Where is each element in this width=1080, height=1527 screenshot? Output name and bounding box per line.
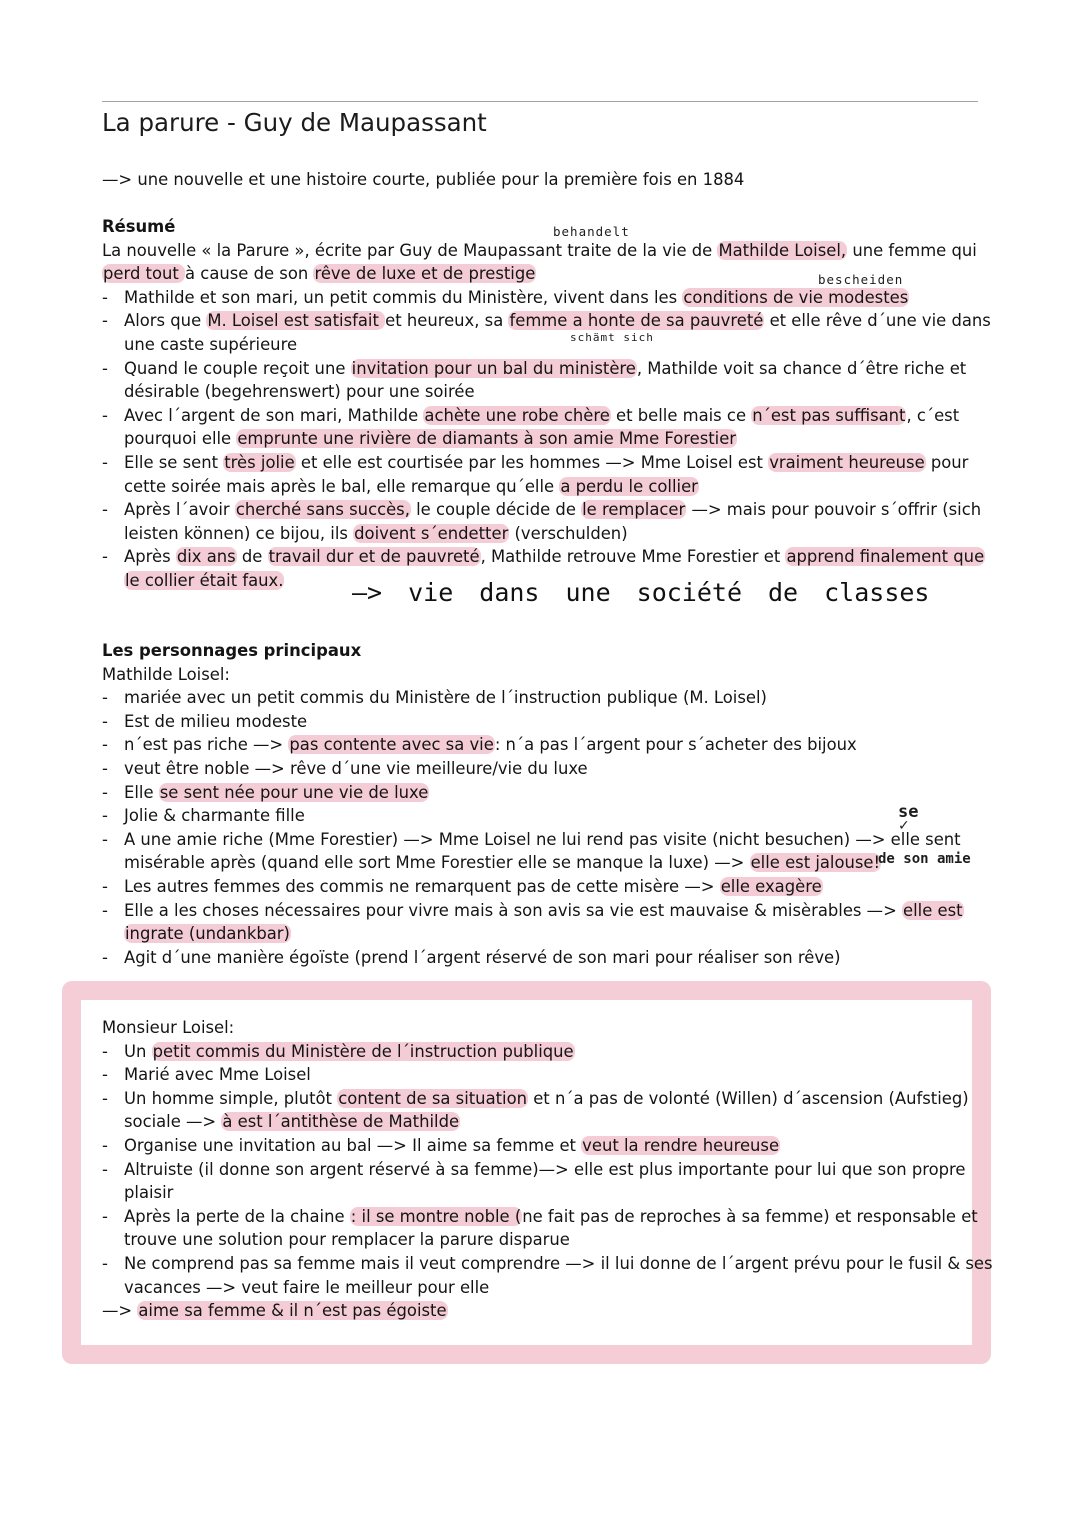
text-run: cette soirée mais après le bal, elle remarque qu´elle [124,476,560,496]
bullet-dash: - [102,947,108,967]
list-item [102,451,982,475]
text-run: , Mathilde voit sa chance d´être riche et [636,358,967,378]
highlight: veut la rendre heureuse [582,1135,780,1155]
bullet-dash: - [102,758,108,778]
list-item [102,1205,982,1229]
text-run: —> [352,578,383,607]
bullet-dash: - [102,1088,108,1108]
note-schaemt-sich: schämt sich [570,331,654,344]
list-item-cont [102,1181,982,1205]
list-item [102,710,982,734]
text-run: une [565,578,611,607]
list-item [102,757,982,781]
text-run: Jolie & charmante fille [124,806,305,826]
highlight: travail dur et de pauvreté [268,547,480,567]
text-run: misérable après (quand elle sort Mme Forestier elle se manque la luxe) —> [124,853,750,873]
highlight: vraiment heureuse [769,452,925,472]
bullet-dash: - [102,688,108,708]
text-run: veut être noble —> rêve d´une vie meilleure/vie du luxe [124,758,588,778]
highlight: le remplacer [582,500,686,520]
highlight: content de sa situation [338,1088,528,1108]
highlight: très jolie [224,452,295,472]
loisel-section [102,1016,993,1323]
highlight: invitation pour un bal du ministère [351,358,636,378]
text-run: A une amie riche (Mme Forestier) —> Mme Loisel ne lui rend pas visite (nicht besuchen) —> elle sent [124,829,961,849]
bullet-dash: - [102,1041,108,1061]
highlight: n´est pas suffisant [752,405,906,425]
text-run: et n´a pas de volonté (Willen) d´ascension (Aufstieg) [528,1088,969,1108]
highlight: aime sa femme & il n´est pas égoiste [138,1301,447,1321]
text-run: dans [479,578,540,607]
text-run: Est de milieu modeste [124,711,308,731]
highlight: achète une robe chère [424,405,610,425]
list-item-cont [102,380,982,404]
highlight: perd tout [103,264,185,284]
text-run: Avec l´argent de son mari, Mathilde [124,405,424,425]
text-run: Un homme simple, plutôt [124,1088,338,1108]
caret-mark-icon: ✓ [898,818,910,834]
highlight: emprunte une rivière de diamants à son amie Mme Forestier [237,429,737,449]
list-item-cont [102,1276,982,1300]
text-run: leisten können) ce bijou, ils [124,523,354,543]
intro-line: —> une nouvelle et une histoire courte, publiée pour la première fois en 1884 [102,170,745,189]
bullet-dash: - [102,711,108,731]
mathilde-label: Mathilde Loisel: [102,664,230,684]
highlight: rêve de luxe et de prestige [314,264,536,284]
bullet-dash: - [102,1159,108,1179]
highlight: à est l´antithèse de Mathilde [222,1112,460,1132]
text-run: et elle est courtisée par les hommes —> Mme Loisel est [295,452,769,472]
highlight: doivent s´endetter [354,523,509,543]
text-run: plaisir [124,1183,174,1203]
text-run: (verschulden) [509,523,628,543]
text-run: Un [124,1041,152,1061]
list-item [102,804,982,828]
highlight: le collier était faux. [125,570,284,590]
bullet-dash: - [102,547,108,567]
note-de-son-amie: de son amie [878,851,971,867]
list-item [102,498,982,522]
text-run: Les autres femmes des commis ne remarquent pas de cette misère —> [124,876,720,896]
list-item-cont [102,1110,982,1134]
list-item-cont [102,922,982,946]
bullet-dash: - [102,500,108,520]
loisel-conclusion [102,1299,982,1323]
text-run: Elle se sent [124,452,224,472]
text-run: le couple décide de [410,500,582,520]
highlight: elle est jalouse! [750,853,881,873]
list-item [102,1158,982,1182]
text-run: pourquoi elle [124,429,237,449]
bullet-dash: - [102,1065,108,1085]
handwritten-conclusion [352,578,955,607]
bullet-dash: - [102,287,108,307]
list-item [102,286,982,310]
text-run: de [768,578,799,607]
text-run: Alors que [124,311,207,331]
text-run: et belle mais ce [610,405,752,425]
bullet-dash: - [102,311,108,331]
highlight: apprend finalement que [786,547,985,567]
text-run: Après la perte de la chaine [124,1206,350,1226]
personnages-heading: Les personnages principaux [102,641,362,660]
text-run: Elle a les choses nécessaires pour vivre mais à son avis sa vie est mauvaise & misèrables —> [124,900,903,920]
text-run: Ne comprend pas sa femme mais il veut comprendre —> il lui donne de l´argent prévu pour le fusil & ses [124,1253,993,1273]
text-run: Après [124,547,176,567]
text-run: n´est pas riche —> [124,735,289,755]
resume-paragraph-line-2 [102,262,982,286]
text-run: : n´a pas l´argent pour s´acheter des bijoux [494,735,857,755]
list-item [102,309,991,333]
text-run: , Mathilde retrouve Mme Forestier et [480,547,786,567]
top-rule [102,101,978,102]
text-run: une femme qui [847,240,977,260]
highlight: a perdu le collier [560,476,698,496]
text-run: La nouvelle « la Parure », écrite par Guy de Maupassant traite de la vie de [102,240,718,260]
bullet-dash: - [102,876,108,896]
text-run: Agit d´une manière égoïste (prend l´argent réservé de son mari pour réaliser son rêve) [124,947,841,967]
text-run: ne fait pas de reproches à sa femme) et responsable et [522,1206,978,1226]
highlight: ingrate (undankbar) [125,924,290,944]
text-run: —> [102,1301,138,1321]
list-item [102,1134,982,1158]
list-item [102,781,982,805]
bullet-dash: - [102,900,108,920]
note-bescheiden: bescheiden [818,272,904,287]
list-item [102,1087,982,1111]
text-run: et heureux, sa [385,311,509,331]
text-run: trouve une solution pour remplacer la parure disparue [124,1230,570,1250]
text-run: vie [408,578,454,607]
text-run: société [636,578,742,607]
text-run: Altruiste (il donne son argent réservé à sa femme)—> elle est plus importante pour lui que son propre [124,1159,966,1179]
bullet-dash: - [102,1253,108,1273]
bullet-dash: - [102,358,108,378]
loisel-label: Monsieur Loisel: [102,1018,235,1037]
list-item [102,899,982,923]
bullet-dash: - [102,829,108,849]
list-item [102,875,982,899]
text-run: de [236,547,268,567]
bullet-dash: - [102,452,108,472]
note-se: se [898,802,919,822]
list-item-cont [102,427,982,451]
text-run: à cause de son [185,264,314,284]
bullet-dash: - [102,405,108,425]
highlight: femme a honte de sa pauvreté [509,311,764,331]
resume-paragraph-line-1 [102,239,982,263]
text-run: mariée avec un petit commis du Ministère de l´instruction publique (M. Loisel) [124,688,767,708]
text-run: classes [824,578,930,607]
list-item [102,1252,993,1276]
text-run: Marié avec Mme Loisel [124,1065,311,1085]
text-run: sociale —> [124,1112,222,1132]
highlight: elle exagère [720,876,822,896]
text-run: et elle rêve d´une vie dans [764,311,991,331]
text-run: , c´est [906,405,960,425]
highlight: M. Loisel est satisfait [207,311,385,331]
bullet-dash: - [102,806,108,826]
resume-section [102,215,991,593]
list-item [102,1063,982,1087]
personnages-section [102,639,982,969]
list-item [102,733,982,757]
text-run: —> mais pour pouvoir s´offrir (sich [686,500,982,520]
highlight: : il se montre noble ( [350,1206,522,1226]
list-item [102,686,982,710]
bullet-dash: - [102,1206,108,1226]
text-run: pour [925,452,969,472]
text-run: une caste supérieure [124,334,298,354]
text-run: vacances —> veut faire le meilleur pour elle [124,1277,490,1297]
text-run: Elle [124,782,159,802]
list-item [102,404,982,428]
bullet-dash: - [102,735,108,755]
highlight: pas contente avec sa vie [289,735,494,755]
list-item [102,545,985,569]
list-item-cont [102,333,982,357]
list-item [102,1040,982,1064]
text-run: Mathilde et son mari, un petit commis du Ministère, vivent dans les [124,287,683,307]
note-behandelt: behandelt [553,224,630,239]
list-item-cont [102,475,982,499]
highlight: se sent née pour une vie de luxe [159,782,429,802]
text-run: Après l´avoir [124,500,235,520]
list-item-cont [102,851,982,875]
bullet-dash: - [102,1135,108,1155]
highlight: petit commis du Ministère de l´instruction publique [152,1041,574,1061]
text-run: Organise une invitation au bal —> Il aime sa femme et [124,1135,582,1155]
resume-heading: Résumé [102,217,176,236]
list-item [102,946,982,970]
list-item-cont [102,522,982,546]
highlight: dix ans [176,547,236,567]
list-item [102,828,982,852]
highlight: conditions de vie modestes [683,287,909,307]
highlight: Mathilde Loisel, [718,240,847,260]
text-run: Quand le couple reçoit une [124,358,351,378]
bullet-dash: - [102,782,108,802]
page-title: La parure - Guy de Maupassant [102,108,487,137]
text-run: désirable (begehrenswert) pour une soirée [124,382,475,402]
list-item-cont [102,1228,982,1252]
list-item [102,357,982,381]
highlight: elle est [903,900,963,920]
highlight: cherché sans succès, [235,500,410,520]
